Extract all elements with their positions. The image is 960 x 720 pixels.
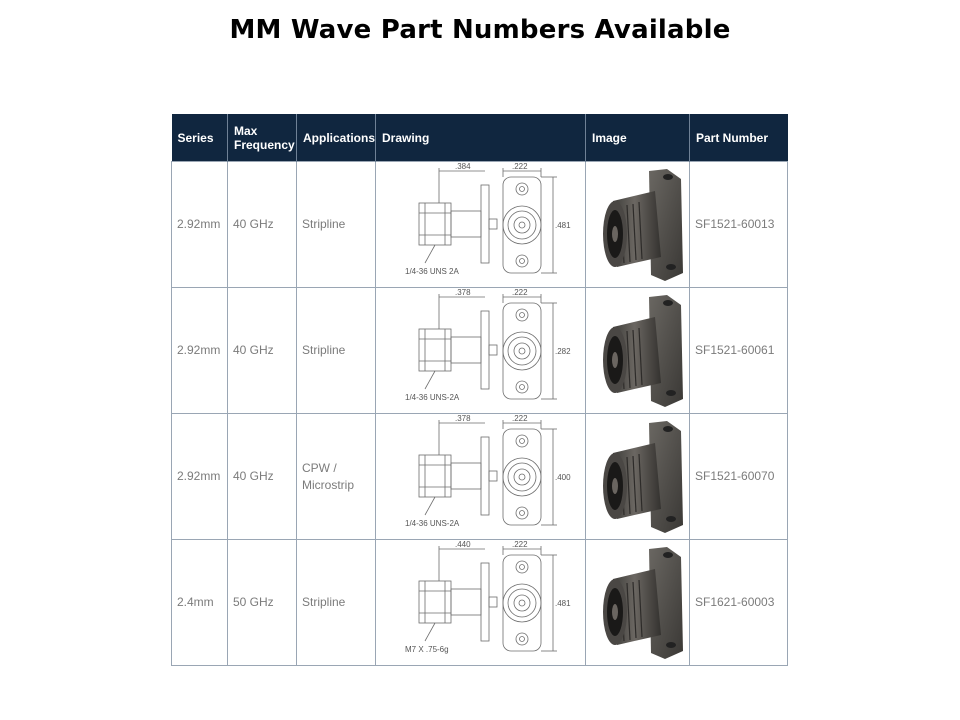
max-frequency-cell [228,540,297,666]
image-cell [586,162,690,288]
connector-photo [591,289,695,413]
pn-value: SF1621-60003 [695,595,775,609]
series-value: 2.4mm [177,595,214,609]
series-value: 2.92mm [177,343,221,357]
drawing-height-dimension: .400 [555,472,571,482]
drawing-height-dimension: .481 [555,220,571,230]
drawing-thread-spec: 1/4-36 UNS-2A [405,518,460,528]
header-series: Series [172,114,228,162]
pn-value: SF1521-60013 [695,217,775,231]
drawing-length-dimension: .384 [455,162,471,171]
connector-drawing [381,289,591,413]
drawing-length-dimension: .378 [455,414,471,423]
connector-photo [591,163,695,287]
image-cell [586,540,690,666]
connector-drawing [381,163,591,287]
drawing-length-dimension: .378 [455,288,471,297]
drawing-width-dimension: .222 [512,288,528,297]
freq-value: 50 GHz [233,595,274,609]
drawing-body-outline [419,203,451,245]
drawing-flange-side [481,185,489,263]
application-cell [297,288,376,414]
series-value: 2.92mm [177,217,221,231]
drawing-cell [376,540,586,666]
max-frequency-cell [228,288,297,414]
drawing-length-dimension: .440 [455,540,471,549]
drawing-width-dimension: .222 [512,540,528,549]
drawing-height-dimension: .481 [555,598,571,608]
part-number-cell [690,288,788,414]
page-title: MM Wave Part Numbers Available [229,15,731,45]
table-header-row [172,114,788,162]
connector-photo [591,415,695,539]
drawing-width-dimension: .222 [512,414,528,423]
app-value: CPW / Microstrip [302,460,355,492]
drawing-body-outline [419,455,451,497]
connector-photo [591,541,695,665]
table-row [172,288,788,414]
drawing-height-dimension: .282 [555,346,571,356]
table-row [172,162,788,288]
header-part-number: Part Number [690,114,788,162]
series-cell [172,288,228,414]
app-value: Stripline [302,217,346,231]
drawing-thread-spec: 1/4-36 UNS-2A [405,392,460,402]
image-cell [586,288,690,414]
freq-value: 40 GHz [233,343,274,357]
series-cell [172,540,228,666]
drawing-flange-side [481,311,489,389]
drawing-body-outline [419,329,451,371]
drawing-thread-spec: M7 X .75-6g [405,644,449,654]
application-cell [297,540,376,666]
part-number-cell [690,540,788,666]
connector-drawing [381,541,591,665]
max-frequency-cell [228,414,297,540]
freq-value: 40 GHz [233,217,274,231]
table-row [172,540,788,666]
drawing-flange-side [481,563,489,641]
freq-value: 40 GHz [233,469,274,483]
pn-value: SF1521-60061 [695,343,775,357]
drawing-thread-spec: 1/4-36 UNS 2A [405,266,459,276]
table-row [172,414,788,540]
series-cell [172,414,228,540]
application-cell [297,414,376,540]
part-number-cell [690,414,788,540]
connector-drawing [381,415,591,539]
drawing-flange-side [481,437,489,515]
pn-value: SF1521-60070 [695,469,775,483]
part-number-table [171,114,788,666]
header-applications: Applications [297,114,376,162]
header-max-frequency: Max Frequency [228,114,297,162]
drawing-cell [376,414,586,540]
drawing-width-dimension: .222 [512,162,528,171]
image-cell [586,414,690,540]
header-drawing: Drawing [376,114,586,162]
series-cell [172,162,228,288]
app-value: Stripline [302,343,346,357]
drawing-cell [376,162,586,288]
app-value: Stripline [302,595,346,609]
header-image: Image [586,114,690,162]
max-frequency-cell [228,162,297,288]
series-value: 2.92mm [177,469,221,483]
drawing-body-outline [419,581,451,623]
part-number-cell [690,162,788,288]
application-cell [297,162,376,288]
drawing-cell [376,288,586,414]
